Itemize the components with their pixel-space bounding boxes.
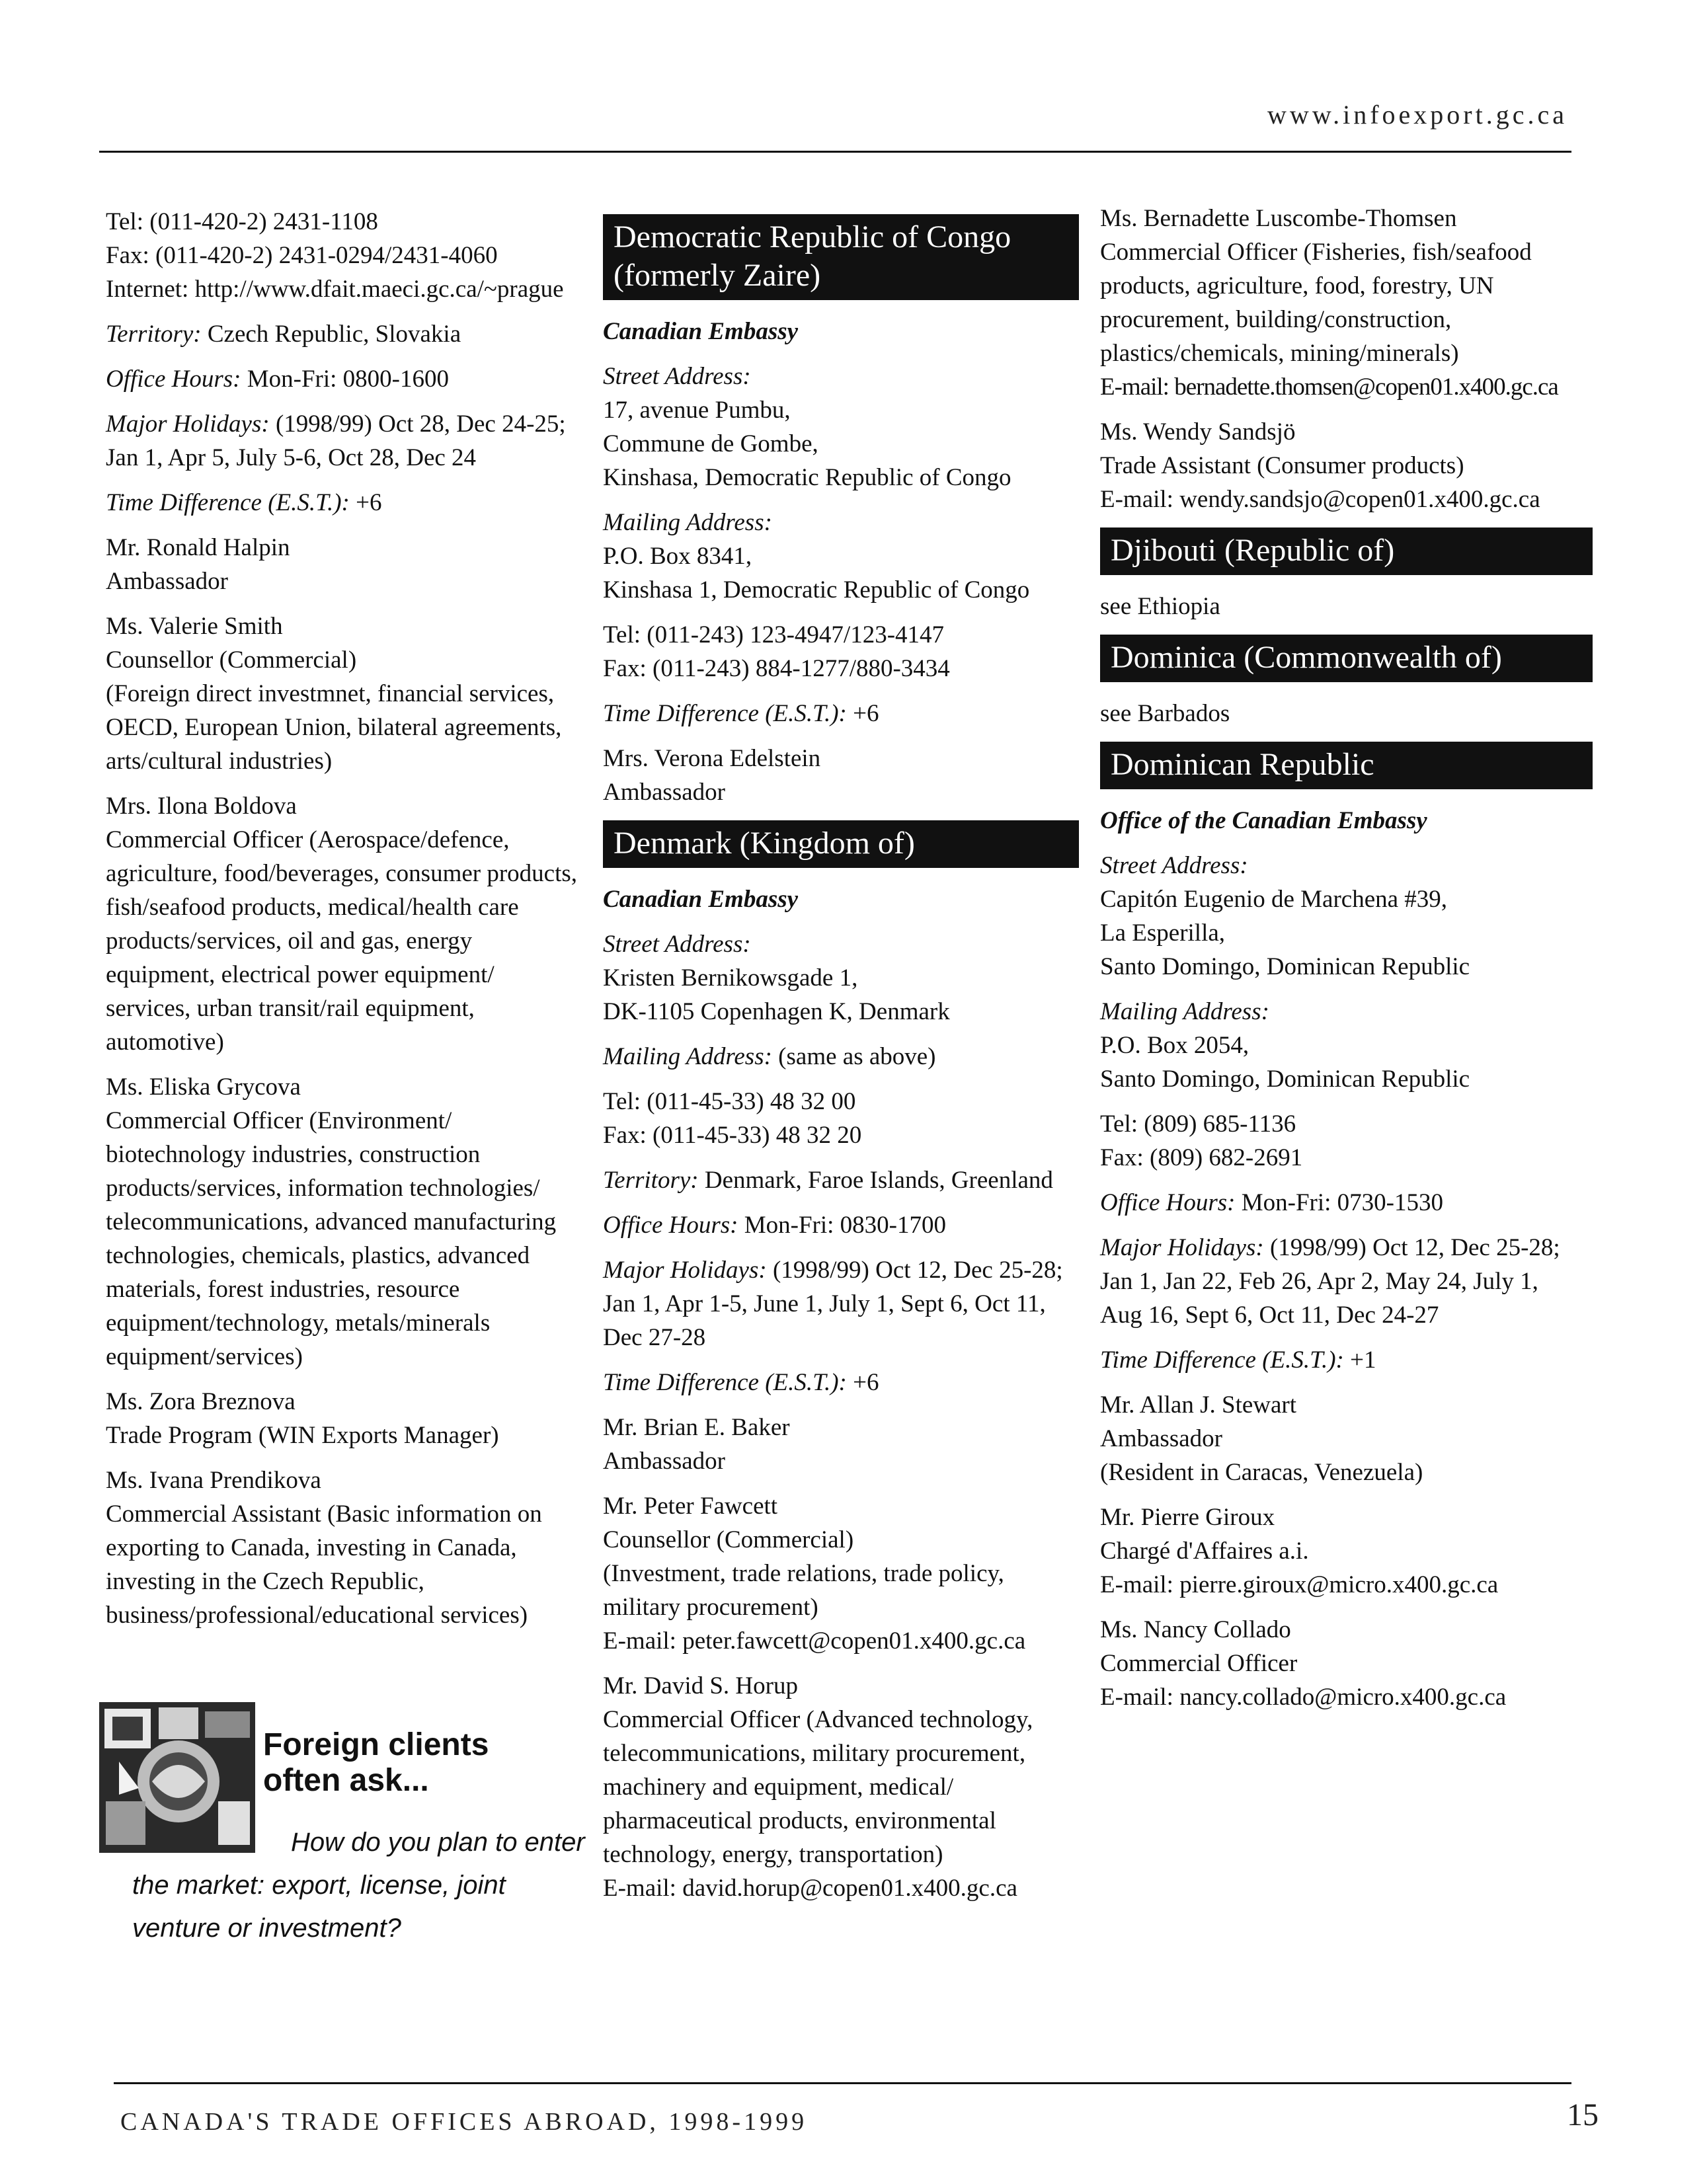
person-line: (Foreign direct investmnet, financial services, (106, 680, 555, 707)
office-hours-value: Mon-Fri: 0800-1600 (241, 366, 449, 393)
person-line: Mrs. Verona Edelstein (603, 745, 821, 772)
person-line: materials, forest industries, resource (106, 1276, 460, 1303)
contact-person (1100, 202, 1593, 404)
person-line: Commercial Assistant (Basic information on (106, 1501, 542, 1528)
mailing-address-label: Mailing Address: (603, 509, 772, 536)
holidays-line: Jan 1, Jan 22, Feb 26, Apr 2, May 24, July 1, (1100, 1268, 1538, 1295)
street-address-label: Street Address: (603, 931, 751, 958)
person-line: Trade Program (WIN Exports Manager) (106, 1422, 499, 1449)
person-line: equipment, electrical power equipment/ (106, 961, 495, 988)
street-address-label: Street Address: (1100, 852, 1248, 879)
holidays-label: Major Holidays: (1100, 1234, 1264, 1261)
holidays-label: Major Holidays: (106, 410, 270, 438)
office-hours-value: Mon-Fri: 0730-1530 (1235, 1189, 1443, 1216)
time-difference-label: Time Difference (E.S.T.): (106, 489, 350, 516)
holidays-line: Dec 27-28 (603, 1324, 706, 1351)
dominican-section-header: Dominican Republic (1100, 742, 1593, 789)
person-line: Commercial Officer (Fisheries, fish/seafood (1100, 239, 1532, 266)
mailing-address-label: Mailing Address: (1100, 998, 1269, 1025)
email-link[interactable]: E-mail: nancy.collado@micro.x400.gc.ca (1100, 1684, 1507, 1711)
czech-tel: Tel: (011-420-2) 2431-1108 (106, 208, 378, 235)
contact-person (1100, 1388, 1593, 1489)
congo-contact (603, 618, 1079, 685)
denmark-territory (603, 1163, 1079, 1197)
header-url: www.infoexport.gc.ca (1267, 100, 1567, 130)
person-line: biotechnology industries, construction (106, 1141, 481, 1168)
person-line: Mr. Brian E. Baker (603, 1414, 790, 1441)
contact-person (603, 1411, 1079, 1478)
denmark-holidays (603, 1253, 1079, 1354)
dominican-office-hours (1100, 1186, 1593, 1220)
person-line: arts/cultural industries) (106, 748, 333, 775)
dominican-street-address (1100, 849, 1593, 984)
email-link[interactable]: E-mail: bernadette.thomsen@copen01.x400.gc.ca (1100, 373, 1558, 401)
person-line: Mr. David S. Horup (603, 1672, 798, 1699)
person-line: OECD, European Union, bilateral agreements, (106, 714, 562, 741)
address-line: Capitón Eugenio de Marchena #39, (1100, 886, 1448, 913)
holidays-line: Aug 16, Sept 6, Oct 11, Dec 24-27 (1100, 1302, 1439, 1329)
denmark-section-header: Denmark (Kingdom of) (603, 820, 1079, 868)
contact-person (106, 531, 582, 598)
faq-title (263, 1727, 489, 1799)
czech-territory (106, 317, 582, 351)
tel-line: Tel: (809) 685-1136 (1100, 1111, 1296, 1138)
holidays-line: (1998/99) Oct 12, Dec 25-28; (766, 1257, 1063, 1284)
street-address-label: Street Address: (603, 363, 751, 390)
person-line: Ambassador (106, 568, 228, 595)
section-header-line: Democratic Republic of Congo (614, 219, 1011, 254)
dominican-holidays (1100, 1231, 1593, 1332)
person-line: exporting to Canada, investing in Canada, (106, 1534, 517, 1561)
territory-label: Territory: (603, 1167, 699, 1194)
tel-line: Tel: (011-45-33) 48 32 00 (603, 1088, 856, 1115)
contact-person (1100, 1613, 1593, 1714)
territory-label: Territory: (106, 321, 202, 348)
denmark-contact (603, 1085, 1079, 1152)
person-line: (Resident in Caracas, Venezuela) (1100, 1459, 1423, 1486)
time-difference-value: +6 (349, 489, 382, 516)
contact-person (106, 1385, 582, 1452)
person-line: automotive) (106, 1029, 224, 1056)
person-line: Mr. Ronald Halpin (106, 534, 290, 561)
territory-value: Denmark, Faroe Islands, Greenland (698, 1167, 1053, 1194)
person-line: Ms. Valerie Smith (106, 613, 283, 640)
czech-holidays (106, 407, 582, 475)
contact-person (603, 1669, 1079, 1905)
congo-mailing-address (603, 506, 1079, 607)
section-header-line: (formerly Zaire) (614, 258, 821, 293)
holidays-line: Jan 1, Apr 1-5, June 1, July 1, Sept 6, Oct 11, (603, 1290, 1046, 1317)
fax-line: Fax: (809) 682-2691 (1100, 1144, 1303, 1171)
holidays-line: (1998/99) Oct 12, Dec 25-28; (1263, 1234, 1560, 1261)
address-line: Santo Domingo, Dominican Republic (1100, 1066, 1470, 1093)
office-hours-label: Office Hours: (106, 366, 241, 393)
person-line: Commercial Officer (1100, 1650, 1298, 1677)
person-line: fish/seafood products, medical/health care (106, 894, 519, 921)
czech-internet-link[interactable]: Internet: http://www.dfait.maeci.gc.ca/~prague (106, 276, 564, 303)
person-line: Commercial Officer (Environment/ (106, 1107, 452, 1134)
column-3 (1100, 202, 1593, 1725)
person-line: products/services, information technologies/ (106, 1175, 540, 1202)
fax-line: Fax: (011-45-33) 48 32 20 (603, 1122, 862, 1149)
dominican-mailing-address (1100, 995, 1593, 1096)
time-difference-value: +6 (846, 700, 879, 727)
czech-time-difference (106, 486, 582, 520)
address-line: 17, avenue Pumbu, (603, 397, 791, 424)
office-hours-label: Office Hours: (603, 1212, 738, 1239)
dominican-time-difference (1100, 1343, 1593, 1377)
fax-line: Fax: (011-243) 884-1277/880-3434 (603, 655, 950, 682)
time-difference-value: +6 (846, 1369, 879, 1396)
congo-street-address (603, 360, 1079, 494)
person-line: Mr. Allan J. Stewart (1100, 1391, 1297, 1419)
tel-line: Tel: (011-243) 123-4947/123-4147 (603, 621, 945, 648)
faq-title-line: Foreign clients (263, 1727, 489, 1762)
person-line: Mr. Pierre Giroux (1100, 1504, 1275, 1531)
dominica-see-reference: see Barbados (1100, 700, 1230, 727)
email-link[interactable]: E-mail: peter.fawcett@copen01.x400.gc.ca (603, 1627, 1026, 1655)
czech-office-hours (106, 362, 582, 396)
time-difference-label: Time Difference (E.S.T.): (603, 1369, 847, 1396)
dominican-contact (1100, 1107, 1593, 1175)
djibouti-see-reference: see Ethiopia (1100, 593, 1220, 620)
address-line: Kinshasa, Democratic Republic of Congo (603, 464, 1011, 491)
contact-person (106, 1463, 582, 1632)
person-line: Ms. Wendy Sandsjö (1100, 418, 1296, 446)
person-line: Mr. Peter Fawcett (603, 1493, 778, 1520)
person-line: Ms. Nancy Collado (1100, 1616, 1291, 1643)
footer-title: CANADA'S TRADE OFFICES ABROAD, 1998-1999 (120, 2108, 808, 2136)
person-line: telecommunications, advanced manufacturing (106, 1208, 557, 1235)
address-line: La Esperilla, (1100, 919, 1226, 947)
contact-person (106, 789, 582, 1059)
header-rule (99, 151, 1571, 153)
person-line: (Investment, trade relations, trade policy, (603, 1560, 1004, 1587)
person-line: technology, energy, transportation) (603, 1841, 943, 1868)
person-line: machinery and equipment, medical/ (603, 1774, 954, 1801)
denmark-office-hours (603, 1208, 1079, 1242)
email-link[interactable]: E-mail: david.horup@copen01.x400.gc.ca (603, 1875, 1017, 1902)
person-line: procurement, building/construction, (1100, 306, 1452, 333)
faq-question: How do you plan to enter the market: export, license, joint venture or investment? (132, 1828, 585, 1943)
dominica-section-header: Dominica (Commonwealth of) (1100, 635, 1593, 682)
column-2 (603, 210, 1079, 1916)
contact-person (603, 742, 1079, 809)
person-line: business/professional/educational services) (106, 1602, 528, 1629)
address-line: Kristen Bernikowsgade 1, (603, 964, 858, 992)
person-line: Counsellor (Commercial) (603, 1526, 854, 1553)
contact-person (1100, 415, 1593, 516)
czech-fax: Fax: (011-420-2) 2431-0294/2431-4060 (106, 242, 498, 269)
congo-time-difference (603, 697, 1079, 730)
time-difference-label: Time Difference (E.S.T.): (1100, 1346, 1344, 1374)
email-link[interactable]: E-mail: wendy.sandsjo@copen01.x400.gc.ca (1100, 486, 1540, 513)
person-line: investing in the Czech Republic, (106, 1568, 424, 1595)
time-difference-label: Time Difference (E.S.T.): (603, 700, 847, 727)
person-line: Ambassador (603, 779, 725, 806)
time-difference-value: +1 (1343, 1346, 1376, 1374)
person-line: Ambassador (603, 1448, 725, 1475)
contact-person (106, 609, 582, 778)
page-number: 15 (1567, 2097, 1599, 2132)
person-line: technologies, chemicals, plastics, advanced (106, 1242, 530, 1269)
person-line: Ambassador (1100, 1425, 1222, 1452)
congo-office-name: Canadian Embassy (603, 318, 799, 345)
person-line: military procurement) (603, 1594, 818, 1621)
person-line: equipment/technology, metals/minerals (106, 1309, 491, 1337)
person-line: Commercial Officer (Advanced technology, (603, 1706, 1033, 1733)
contact-person (106, 1070, 582, 1374)
email-link[interactable]: E-mail: pierre.giroux@micro.x400.gc.ca (1100, 1571, 1499, 1598)
territory-value: Czech Republic, Slovakia (201, 321, 461, 348)
holidays-line: Jan 1, Apr 5, July 5-6, Oct 28, Dec 24 (106, 444, 477, 471)
contact-person (1100, 1501, 1593, 1602)
address-line: Santo Domingo, Dominican Republic (1100, 953, 1470, 980)
address-line: Kinshasa 1, Democratic Republic of Congo (603, 576, 1030, 604)
congo-section-header (603, 214, 1079, 300)
mailing-address-label: Mailing Address: (603, 1043, 772, 1070)
address-line: P.O. Box 2054, (1100, 1032, 1249, 1059)
person-line: pharmaceutical products, environmental (603, 1807, 996, 1834)
address-line: DK-1105 Copenhagen K, Denmark (603, 998, 950, 1025)
djibouti-section-header: Djibouti (Republic of) (1100, 527, 1593, 575)
person-line: Trade Assistant (Consumer products) (1100, 452, 1464, 479)
czech-contact-block (106, 205, 582, 306)
holidays-line: (1998/99) Oct 28, Dec 24-25; (269, 410, 566, 438)
person-line: Ms. Eliska Grycova (106, 1073, 301, 1101)
dominican-office-name: Office of the Canadian Embassy (1100, 807, 1427, 834)
denmark-mailing-address (603, 1040, 1079, 1073)
person-line: equipment/services) (106, 1343, 303, 1370)
holidays-label: Major Holidays: (603, 1257, 767, 1284)
mailing-address-value: (same as above) (772, 1043, 936, 1070)
denmark-office-name: Canadian Embassy (603, 886, 799, 913)
person-line: Chargé d'Affaires a.i. (1100, 1538, 1309, 1565)
faq-title-line: often ask... (263, 1763, 429, 1798)
person-line: plastics/chemicals, mining/minerals) (1100, 340, 1459, 367)
person-line: Ms. Ivana Prendikova (106, 1467, 321, 1494)
contact-person (603, 1489, 1079, 1658)
address-line: Commune de Gombe, (603, 430, 818, 457)
person-line: services, urban transit/rail equipment, (106, 995, 475, 1022)
person-line: Ms. Zora Breznova (106, 1388, 296, 1415)
person-line: products, agriculture, food, forestry, UN (1100, 272, 1494, 299)
person-line: Commercial Officer (Aerospace/defence, (106, 826, 510, 853)
denmark-time-difference (603, 1366, 1079, 1399)
office-hours-label: Office Hours: (1100, 1189, 1236, 1216)
person-line: products/services, oil and gas, energy (106, 927, 473, 955)
person-line: telecommunications, military procurement, (603, 1740, 1026, 1767)
address-line: P.O. Box 8341, (603, 543, 752, 570)
denmark-street-address (603, 927, 1079, 1029)
person-line: Mrs. Ilona Boldova (106, 793, 297, 820)
office-hours-value: Mon-Fri: 0830-1700 (738, 1212, 946, 1239)
footer-rule (114, 2082, 1571, 2084)
person-line: Counsellor (Commercial) (106, 646, 357, 674)
person-line: Ms. Bernadette Luscombe-Thomsen (1100, 205, 1457, 232)
column-1 (106, 205, 582, 1643)
person-line: agriculture, food/beverages, consumer products, (106, 860, 578, 887)
foreign-clients-callout (99, 1702, 585, 1967)
